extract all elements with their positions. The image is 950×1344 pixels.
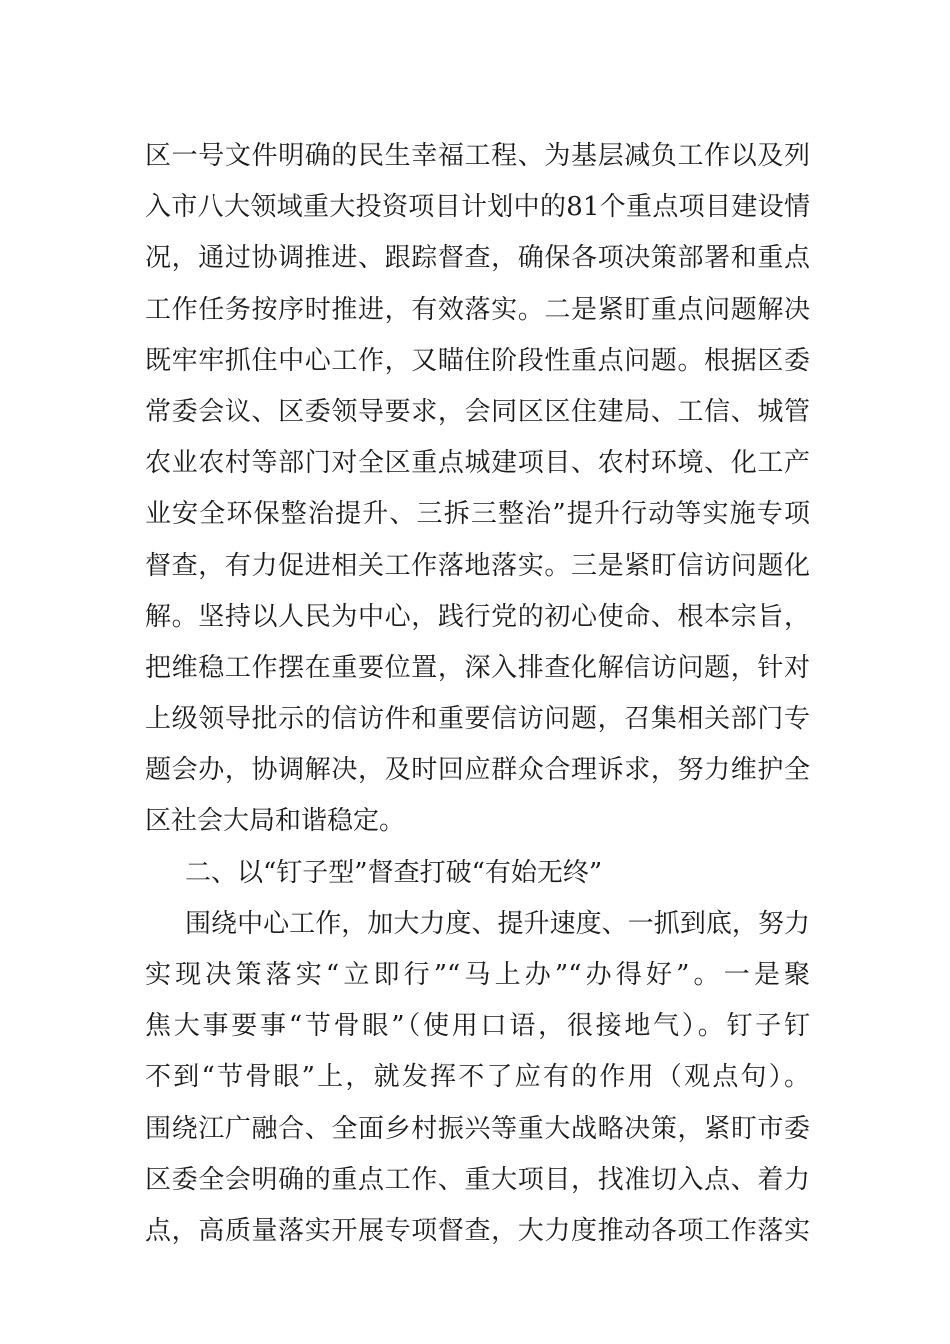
text-line-19: 不到“节骨眼”上，就发挥不了应有的作用（观点句）。	[145, 1062, 810, 1093]
text-line-17: 实现决策落实“立即行”“马上办”“办得好”。一是聚	[145, 960, 810, 990]
text-line-22: 点，高质量落实开展专项督查，大力度推动各项工作落实	[145, 1215, 810, 1246]
text-line-13: 题会办，协调解决，及时回应群众合理诉求，努力维护全	[145, 755, 810, 786]
document-body	[145, 131, 810, 1257]
text-line-10: 解。坚持以人民为中心，践行党的初心使命、根本宗旨，	[145, 601, 810, 632]
text-line-16: 围绕中心工作，加大力度、提升速度、一抓到底，努力	[185, 908, 810, 939]
text-line-1: 区一号文件明确的民生幸福工程、为基层减负工作以及列	[145, 141, 810, 171]
text-line-6: 常委会议、区委领导要求，会同区区住建局、工信、城管	[145, 396, 810, 427]
text-line-20: 围绕江广融合、全面乡村振兴等重大战略决策，紧盯市委	[145, 1113, 810, 1144]
text-line-9: 督查，有力促进相关工作落地落实。三是紧盯信访问题化	[145, 550, 810, 581]
section-heading: 二、以“钉子型”督查打破“有始无终”	[185, 857, 603, 888]
text-line-11: 把维稳工作摆在重要位置，深入排查化解信访问题，针对	[145, 652, 810, 683]
text-line-4: 工作任务按序时推进，有效落实。二是紧盯重点问题解决	[145, 294, 810, 325]
text-line-5: 既牢牢抓住中心工作，又瞄住阶段性重点问题。根据区委	[145, 345, 810, 376]
text-line-21: 区委全会明确的重点工作、重大项目，找准切入点、着力	[145, 1164, 810, 1195]
text-line-8: 业安全环保整治提升、三拆三整治”提升行动等实施专项	[145, 499, 810, 530]
text-line-14: 区社会大局和谐稳定。	[145, 806, 406, 837]
text-line-18: 焦大事要事“节骨眼”（使用口语，很接地气）。钉子钉	[145, 1011, 810, 1042]
text-line-3: 况，通过协调推进、跟踪督查，确保各项决策部署和重点	[145, 243, 810, 274]
text-line-12: 上级领导批示的信访件和重要信访问题，召集相关部门专	[145, 704, 810, 735]
text-line-7: 农业农村等部门对全区重点城建项目、农村环境、化工产	[145, 448, 810, 479]
text-line-2: 入市八大领域重大投资项目计划中的81个重点项目建设情	[145, 192, 810, 223]
